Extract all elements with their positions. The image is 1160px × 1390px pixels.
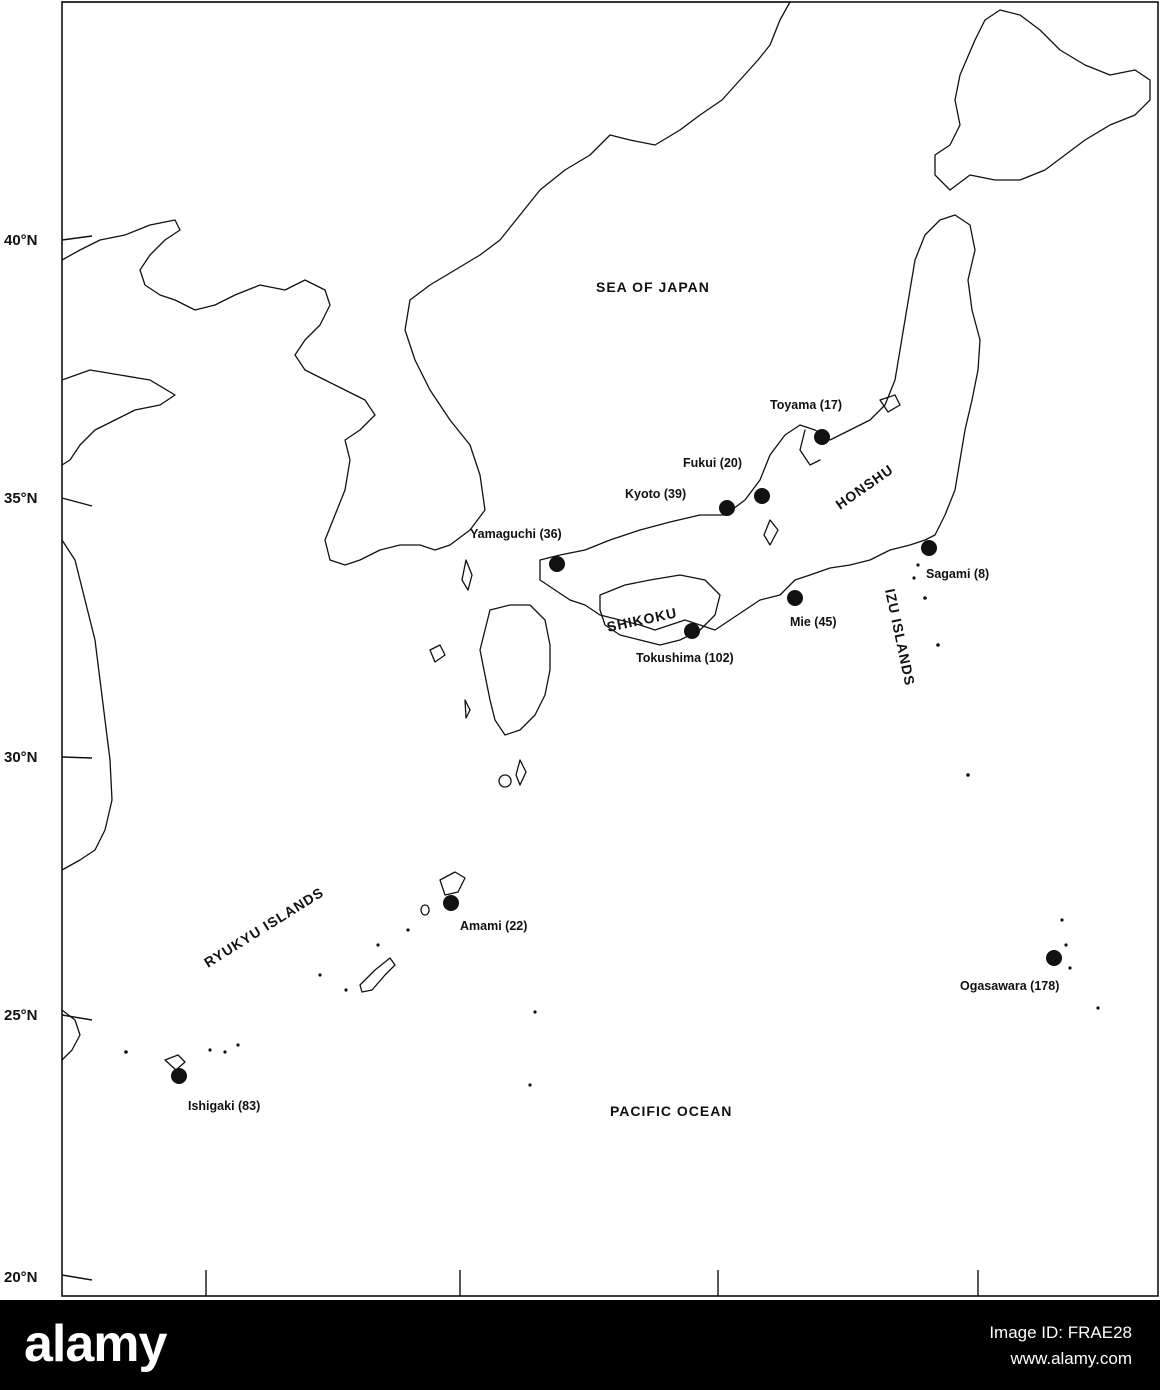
site-label-kyoto: Kyoto (39) bbox=[625, 487, 687, 501]
site-label-amami: Amami (22) bbox=[460, 919, 528, 933]
goto-islands bbox=[430, 645, 445, 662]
tanegashima bbox=[516, 760, 526, 785]
pacific-ocean-label: PACIFIC OCEAN bbox=[610, 1103, 733, 1119]
china-south-coast bbox=[62, 540, 112, 870]
tokunoshima bbox=[421, 905, 429, 915]
watermark-site: www.alamy.com bbox=[1010, 1349, 1132, 1368]
lat-label-40: 40°N bbox=[4, 232, 38, 249]
hokkaido-coast bbox=[935, 10, 1150, 190]
tsushima-island bbox=[462, 560, 472, 590]
izu-islands-label: IZU ISLANDS bbox=[882, 587, 919, 688]
lat-label-20: 20°N bbox=[4, 1269, 38, 1286]
ryukyu-islets bbox=[318, 928, 536, 1086]
lat-label-30: 30°N bbox=[4, 749, 38, 766]
site-label-yamaguchi: Yamaguchi (36) bbox=[470, 527, 562, 541]
site-label-ogasawara: Ogasawara (178) bbox=[960, 979, 1060, 993]
site-marker-toyama[interactable] bbox=[814, 429, 830, 445]
lat-label-25: 25°N bbox=[4, 1007, 38, 1024]
shikoku-label: SHIKOKU bbox=[605, 604, 679, 635]
site-label-tokushima: Tokushima (102) bbox=[636, 651, 734, 665]
watermark-bar bbox=[0, 1300, 1160, 1390]
izu-islands-dots bbox=[912, 563, 969, 776]
honshu-label: HONSHU bbox=[832, 461, 897, 513]
site-marker-sagami[interactable] bbox=[921, 540, 937, 556]
sado-island bbox=[880, 395, 900, 412]
site-markers bbox=[171, 429, 1062, 1084]
site-label-toyama: Toyama (17) bbox=[770, 398, 843, 412]
okinawa-island bbox=[360, 958, 395, 992]
yakushima bbox=[499, 775, 511, 787]
longitude-ticks bbox=[206, 1270, 978, 1296]
site-marker-fukui[interactable] bbox=[754, 488, 770, 504]
amami-oshima bbox=[440, 872, 465, 895]
lat-label-35: 35°N bbox=[4, 490, 38, 507]
yaeyama-islets bbox=[124, 1043, 239, 1053]
alamy-logo: alamy bbox=[24, 1315, 167, 1373]
site-marker-yamaguchi[interactable] bbox=[549, 556, 565, 572]
china-east-coast bbox=[62, 370, 175, 465]
latitude-ticks bbox=[62, 236, 92, 1280]
site-marker-kyoto[interactable] bbox=[719, 500, 735, 516]
kyushu-coast bbox=[480, 605, 550, 735]
watermark-meta bbox=[989, 1320, 1132, 1372]
honshu-coast bbox=[540, 215, 980, 630]
ogasawara-islets bbox=[1060, 918, 1099, 1009]
site-marker-mie[interactable] bbox=[787, 590, 803, 606]
site-label-ishigaki: Ishigaki (83) bbox=[188, 1099, 261, 1113]
ryukyu-islands-label: RYUKYU ISLANDS bbox=[201, 883, 327, 971]
site-label-sagami: Sagami (8) bbox=[926, 567, 990, 581]
site-label-fukui: Fukui (20) bbox=[683, 456, 743, 470]
coastlines bbox=[62, 2, 1150, 1087]
site-label-mie: Mie (45) bbox=[790, 615, 837, 629]
site-marker-amami[interactable] bbox=[443, 895, 459, 911]
site-marker-ishigaki[interactable] bbox=[171, 1068, 187, 1084]
ishigaki-island bbox=[165, 1055, 185, 1070]
koshiki-island bbox=[465, 700, 470, 718]
watermark-image-id: Image ID: FRAE28 bbox=[989, 1323, 1132, 1342]
awaji-island bbox=[764, 520, 778, 545]
site-marker-tokushima[interactable] bbox=[684, 623, 700, 639]
sea-of-japan-label: SEA OF JAPAN bbox=[596, 279, 710, 295]
site-marker-ogasawara[interactable] bbox=[1046, 950, 1062, 966]
